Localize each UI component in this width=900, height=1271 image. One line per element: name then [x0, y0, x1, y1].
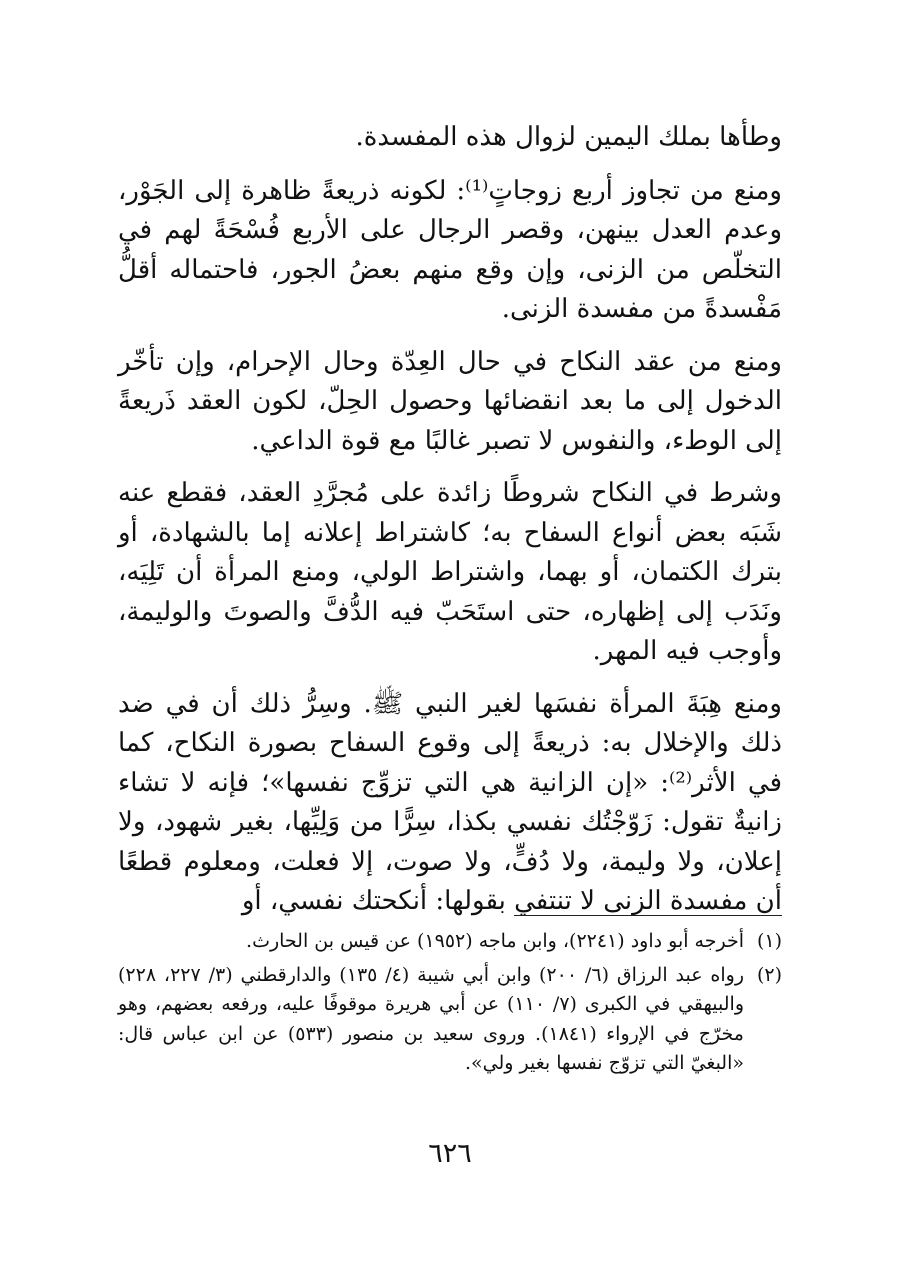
footnote-number: (١) [756, 930, 782, 952]
paragraph-4: وشرط في النكاح شروطًا زائدة على مُجرَّدِ العقد، فقطع عنه شَبَه بعض أنواع السفاح به؛ كاشتراط إعلانه إما بالشهادة، أو بترك الكتمان، أو بهما، واشتراط الولي، ومنع المرأة أن تَلِيَه، ونَدَب إلى إظهاره، حتى استَحَبّ فيه الدُّفَّ والصوتَ والوليمة، وأوجب فيه المهر. [118, 478, 782, 666]
footnotes [118, 927, 782, 1083]
footnote-item [118, 961, 782, 1079]
paragraph-3: ومنع من عقد النكاح في حال العِدّة وحال الإحرام، وإن تأخّر الدخول إلى ما بعد انقضائها وحصول الحِلّ، لكون العقد ذَريعةً إلى الوطء، والنفوس لا تصبر غالبًا مع قوة الداعي. [118, 346, 782, 456]
footnote-text: أخرجه أبو داود (٢٢٤١)، وابن ماجه (١٩٥٢) عن قيس بن الحارث. [246, 930, 744, 952]
paragraph-2: ومنع من تجاوز أربع زوجاتٍ⁽¹⁾: لكونه ذريعةً ظاهرة إلى الجَوْر، وعدم العدل بينهن، وقصر الرجال على الأربع فُسْحَةً لهم في التخلّص من الزنى، وإن وقع منهم بعضُ الجور، فاحتماله أقلُّ مَفْسدةً من مفسدة الزنى. [118, 175, 782, 324]
paragraph-1: وطأها بملك اليمين لزوال هذه المفسدة. [355, 122, 782, 152]
footnote-item [118, 927, 782, 957]
book-page [118, 118, 782, 1178]
paragraph-5: ومنع هِبَةَ المرأة نفسَها لغير النبي ﷺ. وسِرُّ ذلك أن في ضد ذلك والإخلال به: ذريعةً إلى وقوع السفاح بصورة النكاح، كما في الأثر⁽²⁾: «إن الزانية هي التي تزوِّج نفسها»؛ فإنه لا تشاء زانيةٌ تقول: زَوّجْتُك نفسي بكذا، سِرًّا من وَلِيِّها، بغير شهود، ولا إعلان، ولا وليمة، ولا دُفٍّ، ولا صوت، إلا فعلت، ومعلوم قطعًا أن مفسدة الزنى لا تنتفي بقولها: أنكحتك نفسي، أو [118, 688, 782, 916]
footnote-text: رواه عبد الرزاق (٦/ ٢٠٠) وابن أبي شيبة (٤/ ١٣٥) والدارقطني (٣/ ٢٢٧، ٢٢٨) والبيهقي في الكبرى (٧/ ١١٠) عن أبي هريرة موقوفًا عليه، ورفعه بعضهم، وهو مخرّج في الإرواء (١٨٤١). وروى سعيد بن منصور (٥٣٣) عن ابن عباس قال: «البغيّ التي تزوّج نفسها بغير ولي». [118, 963, 745, 1074]
footnote-number: (٢) [756, 963, 782, 986]
main-text [118, 118, 782, 922]
footnote-divider [514, 915, 782, 916]
page-number: ٦٢٦ [428, 1138, 472, 1169]
